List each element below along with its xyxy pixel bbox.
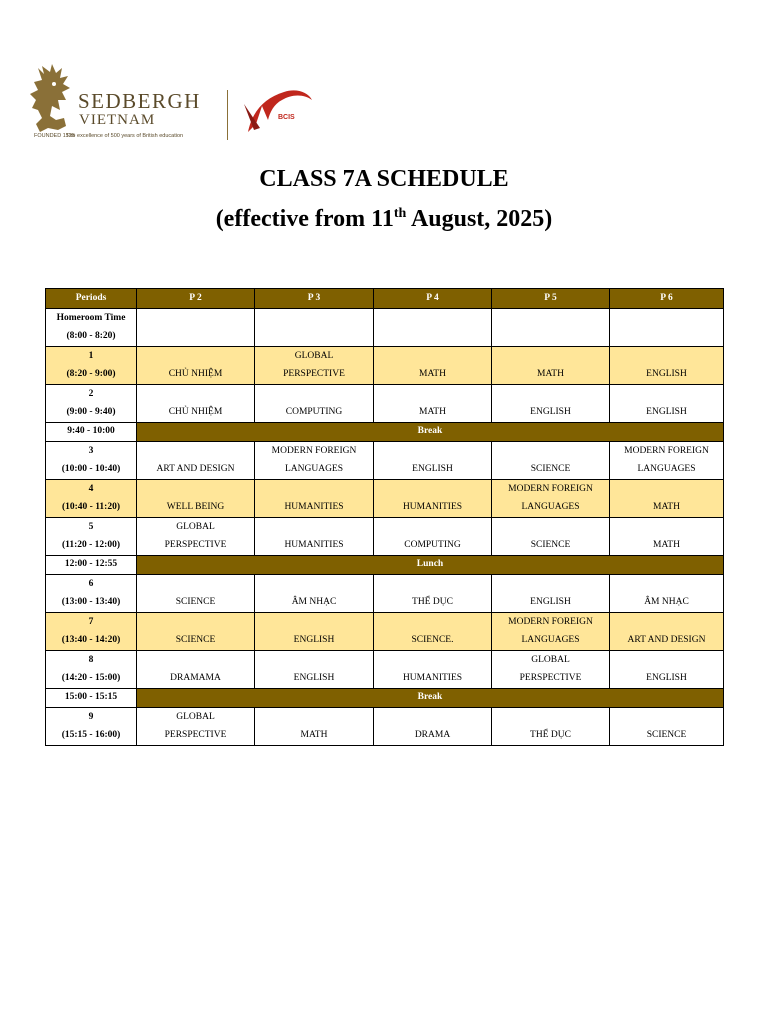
period-cell <box>46 480 137 518</box>
subject-line: ÂM NHẠC <box>644 597 689 607</box>
subject-cell <box>255 480 374 518</box>
period-row <box>46 309 724 347</box>
subject-line: PERSPECTIVE <box>164 540 227 550</box>
header-cell: P 3 <box>255 289 374 309</box>
subject-cell <box>137 651 255 689</box>
header-cell: P 4 <box>374 289 492 309</box>
period-time: (14:20 - 15:00) <box>61 673 121 683</box>
period-cell <box>46 575 137 613</box>
subject-cell <box>137 518 255 556</box>
subject-line: SCIENCE <box>646 730 687 740</box>
subject-cell <box>255 347 374 385</box>
subject-line: GLOBAL <box>294 351 334 361</box>
subject-line: LANGUAGES <box>521 502 580 512</box>
subject-line: THỂ DỤC <box>530 730 571 740</box>
period-time: (15:15 - 16:00) <box>61 730 121 740</box>
bcis-swoosh-icon <box>234 84 314 144</box>
header-row <box>46 289 724 309</box>
subject-line <box>494 385 607 403</box>
period-row <box>46 651 724 689</box>
subject-line: CHỦ NHIỆM <box>168 369 223 379</box>
subject-cell <box>137 385 255 423</box>
header-cell: Periods <box>46 289 137 309</box>
subject-line: ÂM NHẠC <box>291 597 337 607</box>
subject-cell <box>255 708 374 746</box>
subject-cell <box>374 575 492 613</box>
period-row <box>46 347 724 385</box>
subject-line <box>376 347 489 365</box>
subject-line <box>494 309 607 327</box>
subject-line <box>257 651 371 669</box>
subject-line: MATH <box>419 369 446 379</box>
page-subtitle: (effective from 11th August, 2025) <box>215 206 553 232</box>
subject-cell <box>137 708 255 746</box>
logo-subtitle: VIETNAM <box>79 112 156 128</box>
subject-line: PERSPECTIVE <box>283 369 345 379</box>
period-label: 2 <box>88 389 94 399</box>
subject-cell <box>610 613 724 651</box>
subject-line <box>376 327 489 345</box>
period-row <box>46 518 724 556</box>
header-cell: P 2 <box>137 289 255 309</box>
subject-line: MATH <box>653 540 680 550</box>
subject-line: PERSPECTIVE <box>519 673 582 683</box>
subject-cell <box>374 651 492 689</box>
subject-line <box>376 442 489 460</box>
subject-line: ENGLISH <box>293 635 335 645</box>
subject-line <box>139 613 252 631</box>
subject-line <box>494 442 607 460</box>
subject-line: MATH <box>537 369 564 379</box>
page-title: CLASS 7A SCHEDULE <box>259 166 509 192</box>
break-label: Lunch <box>137 556 724 575</box>
period-row <box>46 613 724 651</box>
subject-cell <box>492 708 610 746</box>
subject-line: MODERN FOREIGN <box>508 617 593 627</box>
subject-line <box>257 575 371 593</box>
subject-cell <box>492 518 610 556</box>
period-label: Homeroom Time <box>56 313 126 323</box>
subject-cell <box>374 442 492 480</box>
subject-cell <box>610 708 724 746</box>
subject-cell <box>255 575 374 613</box>
subject-line: MODERN FOREIGN <box>271 446 357 456</box>
subject-cell <box>610 651 724 689</box>
subject-line <box>139 575 252 593</box>
logo-wordmark: SEDBERGH <box>78 89 201 113</box>
subject-line <box>612 480 721 498</box>
subject-line <box>139 442 252 460</box>
break-label: Break <box>137 689 724 708</box>
subject-cell <box>255 518 374 556</box>
break-row <box>46 556 724 575</box>
subject-line: HUMANITIES <box>284 502 344 512</box>
period-row <box>46 385 724 423</box>
subject-line <box>376 309 489 327</box>
subject-cell <box>137 613 255 651</box>
subject-line <box>257 613 371 631</box>
subject-line: GLOBAL <box>531 655 570 665</box>
period-time: (13:40 - 14:20) <box>61 635 121 645</box>
subject-line <box>257 327 371 345</box>
subject-cell <box>137 309 255 347</box>
period-cell <box>46 613 137 651</box>
subject-line: GLOBAL <box>176 712 215 722</box>
subject-line: MODERN FOREIGN <box>624 446 709 456</box>
subject-cell <box>492 480 610 518</box>
period-time: (11:20 - 12:00) <box>61 540 121 550</box>
subject-line: MATH <box>300 730 328 740</box>
logo-tagline: The excellence of 500 years of British education <box>66 133 184 139</box>
subject-cell <box>492 613 610 651</box>
subject-line <box>612 613 721 631</box>
subject-line <box>257 708 371 726</box>
subject-line: SCIENCE <box>530 540 571 550</box>
period-label: 3 <box>88 446 94 456</box>
period-label: 4 <box>88 484 94 494</box>
subject-line: ART AND DESIGN <box>627 635 706 645</box>
period-row <box>46 575 724 613</box>
subject-line <box>612 708 721 726</box>
subject-cell <box>137 480 255 518</box>
subject-line: ENGLISH <box>530 407 571 417</box>
subject-cell <box>610 518 724 556</box>
subject-line <box>376 480 489 498</box>
subject-line: HUMANITIES <box>402 502 463 512</box>
period-cell <box>46 518 137 556</box>
subject-line: PERSPECTIVE <box>164 730 227 740</box>
subject-cell <box>610 309 724 347</box>
subject-cell <box>492 575 610 613</box>
subject-line <box>376 613 489 631</box>
subject-cell <box>374 613 492 651</box>
subject-line: ENGLISH <box>412 464 453 474</box>
header-cell: P 5 <box>492 289 610 309</box>
subject-cell <box>610 347 724 385</box>
period-row <box>46 708 724 746</box>
subject-line: DRAMAMA <box>170 673 221 683</box>
subject-cell <box>492 347 610 385</box>
subject-line: ENGLISH <box>646 407 687 417</box>
header-cell: P 6 <box>610 289 724 309</box>
subject-line: LANGUAGES <box>637 464 696 474</box>
period-label: 8 <box>88 655 94 665</box>
subject-line: ENGLISH <box>530 597 571 607</box>
subject-cell <box>137 575 255 613</box>
subject-line: HUMANITIES <box>402 673 463 683</box>
subject-line <box>139 385 252 403</box>
lion-crest-icon <box>30 64 74 136</box>
subject-line <box>139 309 252 327</box>
subject-line: COMPUTING <box>404 540 461 550</box>
subject-cell <box>374 708 492 746</box>
subject-line: MATH <box>419 407 446 417</box>
subject-cell <box>374 480 492 518</box>
bcis-label: BCIS <box>278 114 295 121</box>
subject-line <box>376 708 489 726</box>
period-label: 5 <box>88 522 94 532</box>
subject-line <box>612 518 721 536</box>
subject-line <box>612 327 721 345</box>
subject-line <box>494 518 607 536</box>
subject-line: DRAMA <box>414 730 451 740</box>
subject-line <box>257 309 371 327</box>
subject-line: SCIENCE <box>530 464 571 474</box>
period-cell <box>46 385 137 423</box>
subject-line: SCIENCE <box>175 597 216 607</box>
subject-line: MODERN FOREIGN <box>508 484 593 494</box>
subject-line <box>139 651 252 669</box>
subject-line <box>257 385 371 403</box>
subject-cell <box>492 385 610 423</box>
subject-cell <box>374 309 492 347</box>
subject-line <box>494 347 607 365</box>
subject-cell <box>492 651 610 689</box>
logo-founded: FOUNDED 1525 <box>34 133 75 139</box>
period-time: (8:00 - 8:20) <box>66 331 116 341</box>
break-time: 15:00 - 15:15 <box>46 689 137 708</box>
subject-cell <box>255 385 374 423</box>
schedule-table <box>45 288 724 746</box>
subject-cell <box>610 442 724 480</box>
period-row <box>46 442 724 480</box>
subject-line: HUMANITIES <box>284 540 344 550</box>
subject-line: CHỦ NHIỆM <box>168 407 223 417</box>
subject-line: SCIENCE <box>175 635 216 645</box>
subject-cell <box>610 480 724 518</box>
subject-cell <box>492 309 610 347</box>
subject-line: GLOBAL <box>176 522 215 532</box>
subject-line <box>376 385 489 403</box>
period-label: 6 <box>88 579 94 589</box>
subject-line: ENGLISH <box>293 673 335 683</box>
subject-cell <box>610 385 724 423</box>
school-logo <box>30 62 320 144</box>
subject-line: LANGUAGES <box>521 635 580 645</box>
subject-cell <box>374 385 492 423</box>
subject-line: THỂ DỤC <box>412 597 453 607</box>
period-cell <box>46 309 137 347</box>
period-time: (10:00 - 10:40) <box>61 464 121 474</box>
period-cell <box>46 347 137 385</box>
subject-cell <box>137 347 255 385</box>
period-label: 9 <box>88 712 94 722</box>
subject-line: LANGUAGES <box>284 464 344 474</box>
subject-cell <box>255 613 374 651</box>
subject-line <box>376 518 489 536</box>
break-time: 12:00 - 12:55 <box>46 556 137 575</box>
break-row <box>46 423 724 442</box>
subject-line <box>376 651 489 669</box>
period-cell <box>46 651 137 689</box>
break-label: Break <box>137 423 724 442</box>
period-time: (10:40 - 11:20) <box>61 502 121 512</box>
logo-divider <box>227 90 228 140</box>
subject-line <box>139 327 252 345</box>
subject-line <box>494 708 607 726</box>
period-label: 1 <box>88 351 94 361</box>
subject-cell <box>610 575 724 613</box>
subject-line: SCIENCE. <box>411 635 454 645</box>
subject-line <box>257 480 371 498</box>
period-label: 7 <box>88 617 94 627</box>
period-cell <box>46 708 137 746</box>
subject-line <box>612 309 721 327</box>
subject-line <box>494 327 607 345</box>
subject-line: ART AND DESIGN <box>156 464 235 474</box>
subject-line <box>257 518 371 536</box>
subject-line <box>612 385 721 403</box>
subject-line <box>139 480 252 498</box>
subject-line <box>612 347 721 365</box>
subject-line <box>139 347 252 365</box>
subject-line <box>612 651 721 669</box>
period-cell <box>46 442 137 480</box>
subject-cell <box>374 518 492 556</box>
period-row <box>46 480 724 518</box>
subject-cell <box>374 347 492 385</box>
subject-line <box>494 575 607 593</box>
subject-cell <box>137 442 255 480</box>
subject-line <box>376 575 489 593</box>
period-time: (8:20 - 9:00) <box>66 369 116 379</box>
subject-cell <box>255 442 374 480</box>
break-time: 9:40 - 10:00 <box>46 423 137 442</box>
subject-line: ENGLISH <box>646 369 687 379</box>
subject-line: MATH <box>653 502 680 512</box>
subject-line: ENGLISH <box>646 673 687 683</box>
break-row <box>46 689 724 708</box>
subject-line <box>612 575 721 593</box>
period-time: (9:00 - 9:40) <box>66 407 116 417</box>
subject-cell <box>255 309 374 347</box>
subject-cell <box>255 651 374 689</box>
subject-line: COMPUTING <box>285 407 343 417</box>
period-time: (13:00 - 13:40) <box>61 597 121 607</box>
subject-line: WELL BEING <box>166 502 225 512</box>
subject-cell <box>492 442 610 480</box>
